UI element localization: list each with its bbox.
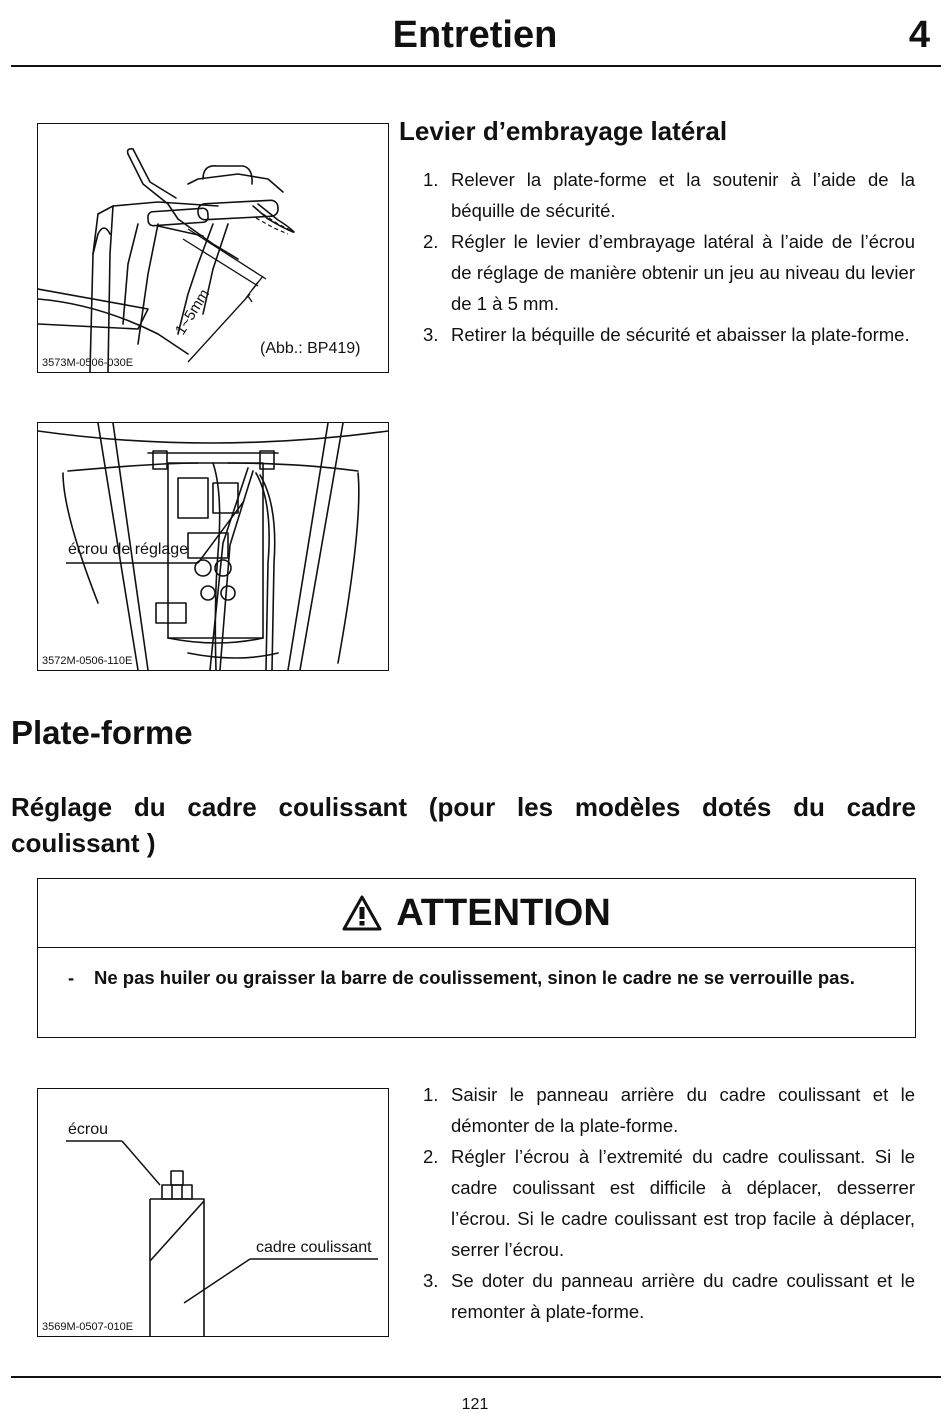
section-title-platform: Plate-forme (11, 714, 193, 751)
figure-reference-label: (Abb.: BP419) (260, 340, 361, 357)
step-text: Saisir le panneau arrière du cadre coulissant et le démonter de la plate-forme. (451, 1084, 915, 1136)
step-item (399, 226, 915, 319)
step-number: 1. (423, 1084, 439, 1105)
figure-adjusting-nut (37, 422, 389, 671)
step-text: Régler l’écrou à l’extremité du cadre coulissant. Si le cadre coulissant est difficile à déplacer, desserrer l’écrou. Si le cadre coulissant est trop facile à déplacer, serrer l’écrou. (451, 1146, 915, 1260)
chapter-number: 4 (908, 14, 930, 56)
step-item (399, 1141, 915, 1265)
figure-side-clutch-lever (37, 123, 389, 373)
warning-body (38, 948, 915, 1005)
step-text: Se doter du panneau arrière du cadre coulissant et le remonter à plate-forme. (451, 1270, 915, 1322)
step-item (399, 1079, 915, 1141)
steps-sliding-frame (399, 1079, 915, 1327)
steps-side-clutch (399, 164, 915, 350)
warning-triangle-icon (342, 895, 382, 931)
dimension-label: 1~5mm (172, 286, 214, 339)
step-text: Retirer la béquille de sécurité et abaisser la plate-forme. (451, 324, 910, 345)
step-number: 3. (423, 1270, 439, 1291)
footer-rule (11, 1376, 941, 1378)
warning-dash: - (68, 967, 75, 988)
step-text: Régler le levier d’embrayage latéral à l’aide de l’écrou de réglage de manière obtenir un jeu au niveau du levier de 1 à 5 mm. (451, 231, 915, 314)
header-rule (11, 65, 941, 67)
step-item (399, 164, 915, 226)
step-number: 3. (423, 324, 439, 345)
warning-box (37, 878, 916, 1038)
warning-title: ATTENTION (396, 891, 611, 934)
step-number: 2. (423, 1146, 439, 1167)
section-title-side-clutch: Levier d’embrayage latéral (399, 116, 728, 146)
figure-sliding-frame (37, 1088, 389, 1337)
step-text: Relever la plate-forme et la soutenir à l’aide de la béquille de sécurité. (451, 169, 915, 221)
step-number: 1. (423, 169, 439, 190)
step-item (399, 1265, 915, 1327)
step-item (399, 319, 915, 350)
page-header-title: Entretien (392, 14, 558, 56)
sliding-frame-label: cadre coulissant (256, 1239, 372, 1256)
figure-code: 3569M-0507-010E (42, 1321, 134, 1333)
page-number: 121 (461, 1396, 489, 1413)
nut-label: écrou (68, 1121, 109, 1138)
warning-text: Ne pas huiler ou graisser la barre de coulissement, sinon le cadre ne se verrouille pas. (94, 967, 855, 988)
section-subtitle-sliding-frame: Réglage du cadre coulissant (pour les modèles dotés du cadre coulissant ) (11, 792, 916, 858)
clutch-lever-illustration (38, 124, 388, 372)
warning-header (38, 879, 915, 948)
figure-code: 3573M-0506-030E (42, 357, 134, 369)
step-number: 2. (423, 231, 439, 252)
adjusting-nut-label: écrou de réglage (68, 541, 189, 558)
figure-code: 3572M-0506-110E (42, 655, 133, 667)
